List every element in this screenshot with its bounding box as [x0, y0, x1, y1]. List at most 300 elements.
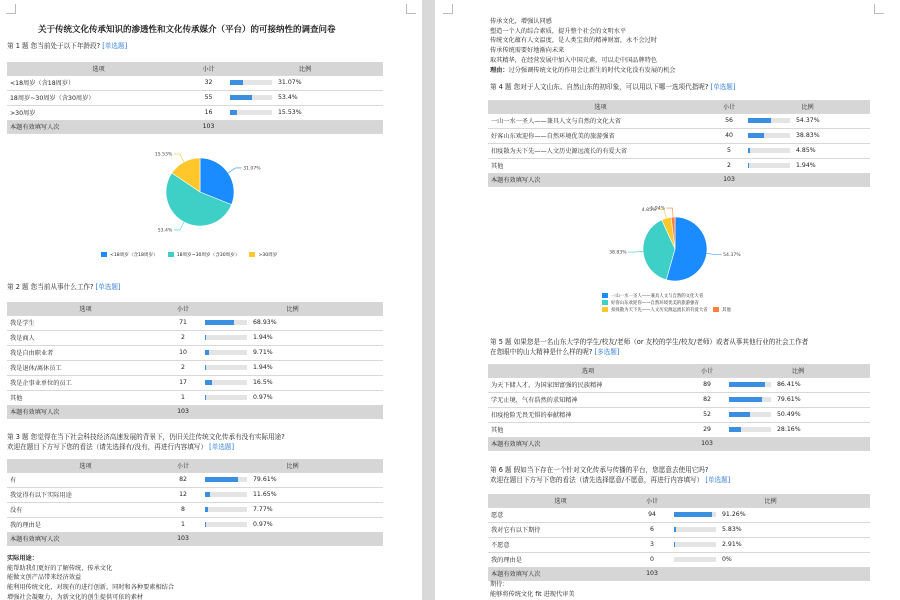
total-row — [7, 532, 383, 545]
table-row — [7, 375, 383, 390]
option-ratio — [745, 143, 870, 158]
ratio-percent: 0.97% — [253, 393, 273, 401]
option-ratio — [726, 422, 870, 437]
col-header-count: 小计 — [688, 364, 726, 377]
option-ratio — [726, 407, 870, 422]
ratio-percent: 4.85% — [796, 146, 816, 154]
total-label: 本题有效填写人次 — [488, 567, 633, 580]
option-ratio — [227, 90, 383, 105]
ratio-bar — [205, 507, 247, 512]
ratio-bar-fill — [729, 412, 750, 417]
ratio-bar — [748, 133, 790, 138]
ratio-bar — [205, 380, 247, 385]
legend-item — [602, 293, 802, 300]
ratio-bar-fill — [674, 512, 712, 517]
option-count: 6 — [633, 522, 671, 537]
table-row — [7, 360, 383, 375]
ratio-bar-fill — [748, 118, 771, 123]
table-row — [488, 522, 870, 537]
ratio-percent: 1.94% — [253, 333, 273, 341]
opinion-line: 传承文化，增强认同感 — [490, 18, 552, 25]
col-header-option: 选项 — [488, 100, 713, 113]
pie-leader-line — [628, 251, 643, 252]
total-row — [488, 437, 870, 450]
table-row — [488, 113, 870, 128]
ratio-bar-fill — [748, 133, 764, 138]
q6-table — [488, 494, 870, 581]
option-count: 2 — [713, 158, 745, 173]
ratio-bar — [205, 522, 247, 527]
col-header-option: 选项 — [7, 459, 164, 472]
ratio-bar-fill — [230, 80, 243, 85]
ratio-bar-fill — [205, 350, 209, 355]
total-row — [488, 567, 870, 580]
col-header-count: 小计 — [164, 302, 202, 315]
option-count: 40 — [713, 128, 745, 143]
pie-data-label: 53.4% — [157, 228, 173, 234]
table-row — [7, 75, 383, 90]
page-corner-mark — [874, 4, 884, 14]
question-4 — [490, 83, 735, 93]
usage-line: 能利用传统文化，对现有的进行创新，同时和各种要素相结合 — [7, 584, 175, 592]
expect-section — [490, 580, 575, 599]
q5-table — [488, 364, 870, 451]
ratio-percent: 1.94% — [796, 161, 816, 169]
expect-line: 能够将传统文化 fit 进现代审美 — [490, 590, 575, 598]
table-row — [7, 390, 383, 405]
legend-label: 18周岁~30周岁（含30周岁） — [176, 253, 240, 258]
option-count: 55 — [190, 90, 227, 105]
ratio-bar-fill — [674, 527, 676, 532]
opinion-line: 塑造一个人的综合素质，提升整个社会的文明水平 — [490, 27, 627, 35]
option-label: 一山一水一圣人——兼具人文与自然的文化大省 — [488, 113, 713, 128]
table-row — [488, 392, 870, 407]
legend-item — [168, 252, 240, 258]
opinion-line: 取其精华，在经营发展中加入中国元素，可以走中国品牌特色 — [490, 56, 658, 64]
table-row — [7, 330, 383, 345]
option-ratio — [671, 552, 870, 567]
question-1 — [7, 42, 127, 52]
q3-table — [7, 459, 383, 546]
ratio-percent: 0.97% — [253, 520, 273, 528]
option-ratio — [227, 75, 383, 90]
question-6-text: 第 6 题 假如当下存在一个针对文化传承与传播的平台，您愿意去使用它吗? — [490, 466, 709, 474]
ratio-bar — [674, 527, 716, 532]
option-label: 其他 — [488, 158, 713, 173]
ratio-bar — [729, 382, 771, 387]
option-label: 我的理由是 — [488, 552, 633, 567]
option-label: 我觉得有以下实际用途 — [7, 487, 164, 502]
legend-item — [602, 307, 802, 314]
ratio-bar — [205, 320, 247, 325]
option-count: 56 — [713, 113, 745, 128]
ratio-percent: 38.83% — [796, 131, 820, 139]
option-count: 3 — [633, 537, 671, 552]
total-row — [7, 120, 383, 133]
q4-pie-chart — [595, 195, 755, 295]
total-label: 本题有效填写人次 — [7, 120, 190, 133]
legend-swatch — [249, 252, 255, 257]
q4-pie-legend — [602, 293, 802, 314]
option-count: 71 — [164, 315, 202, 330]
table-row — [488, 143, 870, 158]
pie-leader-line — [667, 208, 674, 217]
ratio-bar — [205, 365, 247, 370]
col-header-ratio: 比例 — [726, 364, 870, 377]
ratio-bar — [748, 118, 790, 123]
ratio-bar — [230, 95, 272, 100]
usage-line: 能帮助我们更好的了解传统，传承文化 — [7, 564, 113, 572]
option-label: 扣疫散为天下先——人文历史源远流长的有爱大省 — [488, 143, 713, 158]
col-header-count: 小计 — [713, 100, 745, 113]
col-header-option: 选项 — [488, 494, 633, 507]
option-ratio — [671, 507, 870, 522]
legend-swatch — [101, 252, 107, 257]
option-count: 16 — [190, 105, 227, 120]
ratio-bar — [205, 350, 247, 355]
ratio-percent: 1.94% — [253, 363, 273, 371]
table-row — [488, 537, 870, 552]
pie-data-label: 54.37% — [723, 253, 741, 259]
legend-label: 一山一水一圣人——兼具人文与自然的文化大省 — [611, 293, 704, 299]
ratio-bar — [674, 542, 716, 547]
col-header-option: 选项 — [7, 302, 164, 315]
option-count: 2 — [164, 360, 202, 375]
option-count: 2 — [164, 330, 202, 345]
ratio-bar — [205, 477, 247, 482]
usage-line: 能做文创产品带来经济效益 — [7, 574, 82, 582]
table-row — [7, 487, 383, 502]
option-label: <18周岁（含18周岁） — [7, 75, 190, 90]
ratio-bar-fill — [748, 163, 749, 168]
opinion-lines — [490, 17, 676, 75]
option-count: 1 — [164, 517, 202, 532]
option-ratio — [227, 105, 383, 120]
ratio-percent: 28.16% — [777, 425, 801, 433]
table-row — [7, 517, 383, 532]
ratio-percent: 2.91% — [722, 540, 742, 548]
ratio-percent: 54.37% — [796, 116, 820, 124]
option-label: 愿意 — [488, 507, 633, 522]
total-label: 本题有效填写人次 — [7, 405, 164, 418]
pie-data-label: 38.83% — [609, 250, 627, 256]
option-ratio — [202, 345, 383, 360]
option-count: 94 — [633, 507, 671, 522]
q2-table — [7, 302, 383, 419]
ratio-bar-fill — [205, 507, 208, 512]
pie-leader-line — [174, 222, 184, 230]
ratio-percent: 11.65% — [253, 490, 277, 498]
option-count: 29 — [688, 422, 726, 437]
option-label: 其他 — [488, 422, 688, 437]
total-count: 103 — [190, 120, 227, 133]
table-row — [7, 90, 383, 105]
legend-swatch — [713, 307, 719, 312]
table-row — [488, 158, 870, 173]
ratio-bar — [748, 148, 790, 153]
option-count: 5 — [713, 143, 745, 158]
col-header-count: 小计 — [190, 62, 227, 75]
document-title: 关于传统文化传承知识的渗透性和文化传承媒介（平台）的可接纳性的调查问卷 — [38, 25, 336, 35]
legend-label: >30周岁 — [258, 253, 278, 258]
option-ratio — [745, 128, 870, 143]
table-row — [488, 552, 870, 567]
question-1-type: [单选题] — [102, 42, 128, 50]
total-label: 本题有效填写人次 — [488, 437, 688, 450]
total-row — [488, 173, 870, 186]
table-row — [7, 315, 383, 330]
option-ratio — [202, 502, 383, 517]
option-ratio — [202, 360, 383, 375]
col-header-ratio: 比例 — [671, 494, 870, 507]
option-label: 有 — [7, 472, 164, 487]
question-5-type: [多选题] — [594, 347, 620, 356]
option-label: 我对它有以下期待 — [488, 522, 633, 537]
ratio-bar-fill — [205, 477, 238, 482]
option-label: 好客山东欢迎你——自然环境优美的旅游强省 — [488, 128, 713, 143]
option-ratio — [202, 330, 383, 345]
usage-line: 增强社会凝聚力，为新文化的创生提供可依的素材 — [7, 593, 144, 600]
ratio-bar — [748, 163, 790, 168]
q1-table — [7, 62, 383, 134]
option-label: 我是退休/离休员工 — [7, 360, 164, 375]
option-ratio — [202, 472, 383, 487]
option-count: 82 — [688, 392, 726, 407]
opinion-line: 传统文化蕴有人文温度，是人类宝贵的精神财富，永不会过时 — [490, 37, 658, 45]
pie-data-label: 15.53% — [154, 152, 173, 158]
option-ratio — [202, 390, 383, 405]
ratio-bar — [674, 557, 716, 562]
ratio-bar-fill — [674, 542, 675, 547]
ratio-bar-fill — [205, 365, 206, 370]
table-row — [488, 377, 870, 392]
ratio-bar-fill — [205, 335, 206, 340]
option-ratio — [726, 377, 870, 392]
table-row — [7, 472, 383, 487]
ratio-percent: 79.61% — [253, 475, 277, 483]
question-6-hint: 欢迎在题目下方写下您的看法（请先选择愿意/不愿意，再进行内容填写） — [490, 475, 704, 484]
total-blank — [227, 120, 383, 133]
total-blank — [671, 567, 870, 580]
col-header-ratio: 比例 — [202, 459, 383, 472]
ratio-percent: 15.53% — [278, 108, 302, 116]
question-5-text: 第 5 题 如果您是一名山东大学的学生/校友/老师（or 友校的学生/校友/老师）或者从事其他行业的社会工作者 — [490, 338, 809, 346]
ratio-percent: 16.5% — [253, 378, 273, 386]
option-count: 52 — [688, 407, 726, 422]
question-3 — [7, 433, 285, 452]
ratio-percent: 0% — [722, 555, 732, 563]
legend-swatch — [602, 307, 608, 312]
ratio-bar-fill — [729, 382, 765, 387]
option-count: 8 — [164, 502, 202, 517]
q1-pie-chart — [110, 140, 310, 260]
ratio-percent: 86.41% — [777, 380, 801, 388]
question-2-text: 第 2 题 您当前从事什么工作? — [7, 283, 94, 291]
page-corner-mark — [443, 4, 453, 14]
option-ratio — [671, 537, 870, 552]
page-corner-mark — [6, 4, 16, 14]
question-6 — [490, 466, 730, 485]
ratio-percent: 53.4% — [278, 93, 298, 101]
ratio-percent: 5.83% — [722, 525, 742, 533]
option-ratio — [202, 375, 383, 390]
total-blank — [202, 532, 383, 545]
question-3-text: 第 3 题 您觉得在当下社会科技经济高速发展的背景下，仍旧关注传统文化传承有没有实际用途? — [7, 433, 285, 441]
pie-data-label: 4.85% — [641, 208, 657, 214]
question-5-text-2: 在您眼中的山大精神是什么样的呢? — [490, 347, 593, 356]
col-header-count: 小计 — [164, 459, 202, 472]
total-count: 103 — [633, 567, 671, 580]
pie-data-label: 1.94% — [650, 206, 666, 212]
option-label: 学无止境，气有浩然的求知精神 — [488, 392, 688, 407]
ratio-percent: 79.61% — [777, 395, 801, 403]
usage-section — [7, 554, 174, 600]
ratio-bar — [205, 492, 247, 497]
reason-text: 过分强调传统文化的作用会让新生的时代文化没有发展的机会 — [508, 66, 676, 74]
ratio-bar — [729, 427, 771, 432]
table-row — [488, 407, 870, 422]
q1-pie-legend — [101, 252, 277, 258]
usage-heading: 实际用途： — [7, 555, 38, 562]
ratio-percent: 68.93% — [253, 318, 277, 326]
legend-item — [101, 252, 158, 258]
ratio-bar-fill — [230, 110, 237, 115]
table-row — [488, 422, 870, 437]
question-2 — [7, 283, 121, 293]
option-ratio — [202, 315, 383, 330]
table-row — [7, 502, 383, 517]
q4-table — [488, 100, 870, 187]
question-4-text: 第 4 题 您对于人文山东、自然山东的初印象，可以用以下哪一选项代指呢? — [490, 83, 709, 91]
col-header-ratio: 比例 — [745, 100, 870, 113]
total-blank — [726, 437, 870, 450]
total-count: 103 — [164, 532, 202, 545]
option-label: 我是自由职业者 — [7, 345, 164, 360]
option-ratio — [671, 522, 870, 537]
option-label: 18周岁~30周岁（含30周岁） — [7, 90, 190, 105]
question-5 — [490, 338, 808, 357]
legend-swatch — [602, 293, 608, 298]
option-ratio — [745, 158, 870, 173]
total-count: 103 — [688, 437, 726, 450]
ratio-bar — [729, 397, 771, 402]
legend-label: 扣疫散为天下先——人文历史源远流长的有爱大省 — [611, 308, 708, 314]
ratio-bar — [230, 110, 272, 115]
option-count: 17 — [164, 375, 202, 390]
col-header-ratio: 比例 — [227, 62, 383, 75]
table-row — [7, 345, 383, 360]
col-header-count: 小计 — [633, 494, 671, 507]
question-1-text: 第 1 题 您当前处于以下年龄段? — [7, 42, 101, 50]
reason-label: 理由： — [490, 66, 509, 74]
ratio-percent: 50.49% — [777, 410, 801, 418]
option-count: 1 — [164, 390, 202, 405]
table-row — [7, 105, 383, 120]
option-label: 其他 — [7, 390, 164, 405]
ratio-percent: 9.71% — [253, 348, 273, 356]
legend-label: 其他 — [722, 308, 731, 314]
col-header-option: 选项 — [7, 62, 190, 75]
total-blank — [202, 405, 383, 418]
ratio-bar — [205, 335, 247, 340]
opinion-line: 传承传统需要好地渐向未来 — [490, 47, 565, 55]
ratio-bar-fill — [205, 380, 212, 385]
ratio-bar-fill — [205, 320, 234, 325]
pie-leader-line — [174, 154, 184, 162]
option-ratio — [202, 487, 383, 502]
option-label: 没有 — [7, 502, 164, 517]
legend-item — [249, 252, 277, 258]
ratio-bar-fill — [729, 397, 762, 402]
option-ratio — [726, 392, 870, 407]
question-2-type: [单选题] — [95, 283, 121, 291]
question-3-hint: 欢迎在题目下方写下您的看法（请先选择有/没有，再进行内容填写） — [7, 442, 208, 451]
legend-item — [602, 300, 802, 307]
option-label: 我是学生 — [7, 315, 164, 330]
question-6-type: [单选题] — [705, 475, 731, 484]
ratio-percent: 31.07% — [278, 78, 302, 86]
ratio-bar — [205, 395, 247, 400]
pie-data-label: 31.07% — [243, 166, 261, 172]
ratio-bar-fill — [230, 95, 252, 100]
total-blank — [745, 173, 870, 186]
option-label: 扣疫抢险无畏无惧的奉献精神 — [488, 407, 688, 422]
left-page — [0, 0, 422, 600]
legend-swatch — [168, 252, 174, 257]
ratio-bar — [674, 512, 716, 517]
ratio-percent: 7.77% — [253, 505, 273, 513]
option-label: 我是商人 — [7, 330, 164, 345]
option-label: 为天下储人才，为国家图富强的民族精神 — [488, 377, 688, 392]
col-header-option: 选项 — [488, 364, 688, 377]
option-count: 10 — [164, 345, 202, 360]
col-header-ratio: 比例 — [202, 302, 383, 315]
total-row — [7, 405, 383, 418]
legend-swatch — [602, 300, 608, 305]
ratio-bar-fill — [205, 492, 210, 497]
option-label: 我的理由是 — [7, 517, 164, 532]
ratio-bar-fill — [748, 148, 750, 153]
total-label: 本题有效填写人次 — [7, 532, 164, 545]
ratio-percent: 91.26% — [722, 510, 746, 518]
legend-label: <18周岁（含18周岁） — [110, 253, 158, 258]
question-4-type: [单选题] — [710, 83, 736, 91]
pie-leader-line — [707, 253, 722, 254]
table-row — [488, 507, 870, 522]
option-count: 32 — [190, 75, 227, 90]
total-count: 103 — [713, 173, 745, 186]
legend-label: 好客山东欢迎你——自然环境优美的旅游强省 — [611, 300, 699, 306]
pie-leader-line — [228, 168, 241, 173]
ratio-bar — [230, 80, 272, 85]
right-page — [435, 0, 900, 600]
expect-heading: 期待： — [490, 581, 509, 588]
option-count: 0 — [633, 552, 671, 567]
option-ratio — [202, 517, 383, 532]
option-count: 89 — [688, 377, 726, 392]
option-label: >30周岁 — [7, 105, 190, 120]
option-ratio — [745, 113, 870, 128]
page-corner-mark — [406, 4, 416, 14]
ratio-bar-fill — [729, 427, 741, 432]
option-count: 12 — [164, 487, 202, 502]
option-label: 不愿意 — [488, 537, 633, 552]
table-row — [488, 128, 870, 143]
total-count: 103 — [164, 405, 202, 418]
option-label: 我是企事业单位的员工 — [7, 375, 164, 390]
question-3-type: [单选题] — [209, 442, 235, 451]
option-count: 82 — [164, 472, 202, 487]
